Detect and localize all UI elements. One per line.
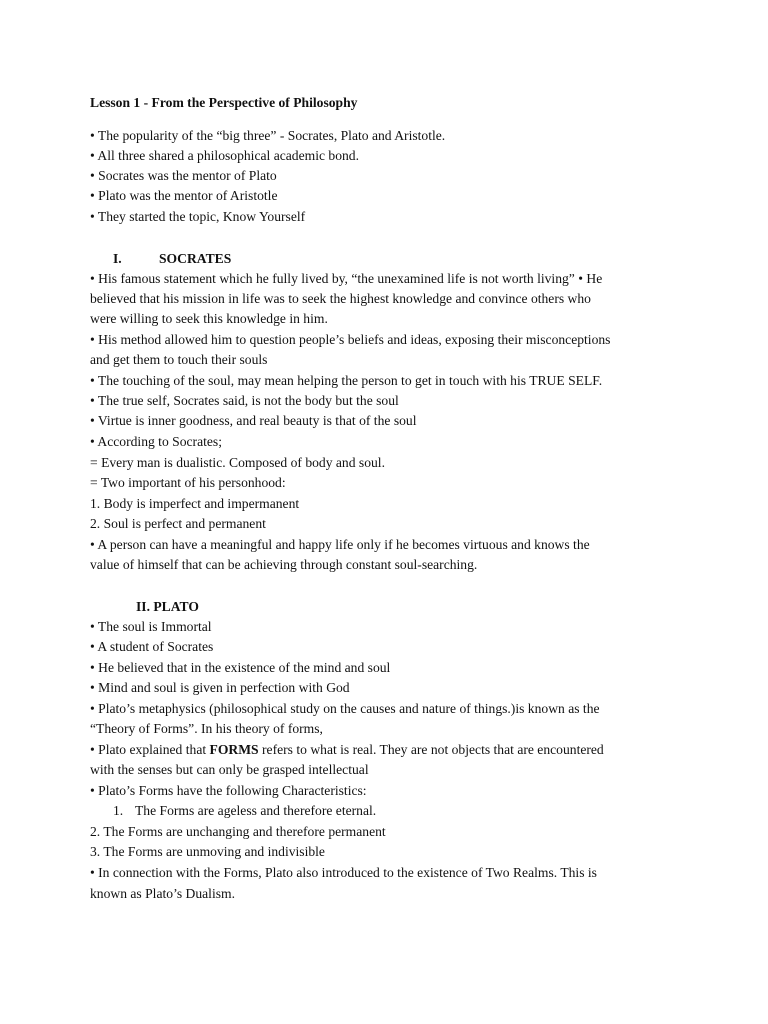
socrates-line: • The touching of the soul, may mean helping the person to get in touch with his TRUE SELF. <box>90 373 603 388</box>
socrates-line: were willing to seek this knowledge in him. <box>90 311 328 326</box>
socrates-line: 2. Soul is perfect and permanent <box>90 516 266 531</box>
socrates-line: • A person can have a meaningful and happy life only if he becomes virtuous and knows the <box>90 537 590 552</box>
section-number-socrates: I. <box>113 251 122 266</box>
plato-line: “Theory of Forms”. In his theory of forms, <box>90 721 323 736</box>
plato-line: • Plato’s metaphysics (philosophical study on the causes and nature of things.)is known as the <box>90 701 600 716</box>
forms-term: FORMS <box>209 742 259 757</box>
plato-line: • A student of Socrates <box>90 639 214 654</box>
socrates-line: and get them to touch their souls <box>90 352 268 367</box>
list-item-number: 1. <box>113 803 124 818</box>
socrates-line: value of himself that can be achieving through constant soul-searching. <box>90 557 478 572</box>
section-heading-plato: II. PLATO <box>136 599 199 614</box>
socrates-line: • The true self, Socrates said, is not the body but the soul <box>90 393 399 408</box>
plato-line: • In connection with the Forms, Plato also introduced to the existence of Two Realms. This is <box>90 865 597 880</box>
list-item-text: The Forms are ageless and therefore eternal. <box>135 803 377 818</box>
forms-line-end: refers to what is real. They are not objects that are encountered <box>258 742 604 757</box>
plato-line: known as Plato’s Dualism. <box>90 886 235 901</box>
socrates-line: = Two important of his personhood: <box>90 475 286 490</box>
plato-line: with the senses but can only be grasped intellectual <box>90 762 369 777</box>
intro-line: • All three shared a philosophical academic bond. <box>90 148 359 163</box>
intro-line: • The popularity of the “big three” - Socrates, Plato and Aristotle. <box>90 128 446 143</box>
section-heading-socrates: SOCRATES <box>159 251 232 266</box>
socrates-line: • His method allowed him to question people’s beliefs and ideas, exposing their misconceptions <box>90 332 611 347</box>
intro-line: • Plato was the mentor of Aristotle <box>90 188 278 203</box>
plato-line: • He believed that in the existence of the mind and soul <box>90 660 391 675</box>
forms-line <box>90 740 604 760</box>
socrates-line: • His famous statement which he fully lived by, “the unexamined life is not worth living” • He <box>90 271 603 286</box>
page-title: Lesson 1 - From the Perspective of Philosophy <box>90 95 358 110</box>
socrates-line: • According to Socrates; <box>90 434 222 449</box>
plato-line: • The soul is Immortal <box>90 619 212 634</box>
plato-line: • Mind and soul is given in perfection with God <box>90 680 350 695</box>
socrates-line: 1. Body is imperfect and impermanent <box>90 496 300 511</box>
intro-line: • They started the topic, Know Yourself <box>90 209 306 224</box>
socrates-line: • Virtue is inner goodness, and real beauty is that of the soul <box>90 413 417 428</box>
socrates-line: = Every man is dualistic. Composed of body and soul. <box>90 455 385 470</box>
plato-line: 2. The Forms are unchanging and therefore permanent <box>90 824 386 839</box>
forms-line-start: • Plato explained that <box>90 742 210 757</box>
socrates-line: believed that his mission in life was to seek the highest knowledge and convince others who <box>90 291 591 306</box>
plato-line: • Plato’s Forms have the following Characteristics: <box>90 783 367 798</box>
plato-line: 3. The Forms are unmoving and indivisible <box>90 844 325 859</box>
intro-line: • Socrates was the mentor of Plato <box>90 168 277 183</box>
